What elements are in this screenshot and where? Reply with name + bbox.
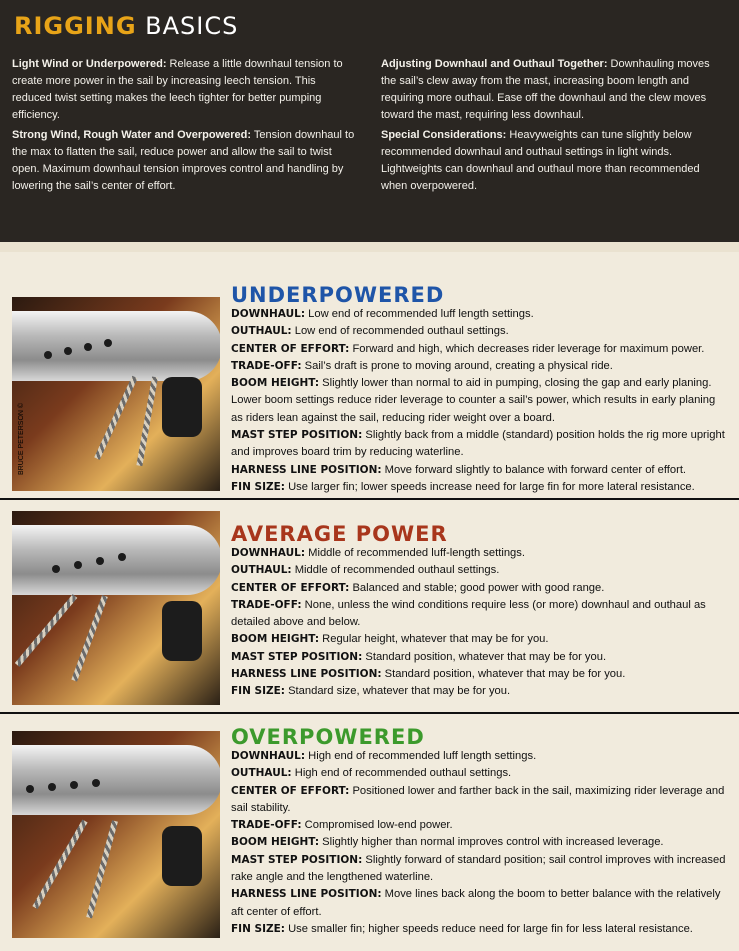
list-item: TRADE-OFF: None, unless the wind conditions require less (or more) downhaul and outhaul as detailed above and below.: [231, 598, 706, 629]
header-panel: [0, 0, 739, 242]
list-item: BOOM HEIGHT: Regular height, whatever that may be for you.: [231, 633, 549, 646]
list-item: OUTHAUL: High end of recommended outhaul settings.: [231, 767, 512, 780]
list-item: CENTER OF EFFORT: Positioned lower and farther back in the sail, maximizing rider leverage and sail stability.: [231, 784, 725, 814]
list-item: MAST STEP POSITION: Standard position, whatever that may be for you.: [231, 650, 607, 663]
boom-photo: [12, 731, 220, 938]
list-item: OUTHAUL: Middle of recommended outhaul settings.: [231, 564, 500, 577]
list-item: TRADE-OFF: Sail’s draft is prone to moving around, creating a physical ride.: [231, 359, 613, 372]
photo-credit: BRUCE PETERSON ©: [18, 402, 25, 475]
section-divider: [0, 712, 739, 714]
list-item: FIN SIZE: Use larger fin; lower speeds increase need for large fin for more lateral resistance.: [231, 480, 695, 493]
list-item: MAST STEP POSITION: Slightly back from a middle (standard) position holds the rig more upright and improves board trim by reducing waterline.: [231, 429, 725, 459]
boom-tube: [12, 525, 220, 595]
list-item: HARNESS LINE POSITION: Move lines back along the boom to better balance with the relatively aft center of effort.: [231, 888, 721, 918]
section-divider: [0, 498, 739, 500]
list-item: BOOM HEIGHT: Slightly higher than normal improves control with increased leverage.: [231, 836, 664, 849]
list-item: DOWNHAUL: High end of recommended luff length settings.: [231, 750, 537, 762]
intro-paragraph: Special Considerations: Heavyweights can tune slightly below recommended downhaul and outhaul settings in light winds. Lightweights can downhaul and outhaul more than recommended when overpowered.: [381, 129, 700, 192]
list-item: BOOM HEIGHT: Slightly lower than normal to aid in pumping, closing the gap and early planing. Lower boom settings reduce rider leverage to counter a sail’s power, which results in early planing as riders lean against the sail, reducing rider weight over a board.: [231, 377, 716, 424]
boom-photo: [12, 297, 220, 491]
boom-photo: [12, 511, 220, 705]
list-item: DOWNHAUL: Low end of recommended luff length settings.: [231, 308, 534, 320]
list-item: FIN SIZE: Standard size, whatever that may be for you.: [231, 685, 511, 698]
section-heading: OVERPOWERED: [231, 725, 425, 749]
divider-band: [0, 242, 739, 252]
list-item: HARNESS LINE POSITION: Standard position, whatever that may be for you.: [231, 668, 626, 681]
boom-tube: [12, 311, 220, 381]
page-title: RIGGING BASICS: [14, 12, 239, 40]
intro-paragraph: Adjusting Downhaul and Outhaul Together: Downhauling moves the sail’s clew away from the mast, increasing boom length and requiring more outhaul. Ease off the downhaul and the clew moves toward the mast, requiring less downhaul.: [381, 58, 710, 121]
list-item: CENTER OF EFFORT: Forward and high, which decreases rider leverage for maximum power.: [231, 342, 705, 355]
list-item: TRADE-OFF: Compromised low-end power.: [231, 819, 453, 832]
section-body: [231, 545, 726, 701]
section-body: [231, 306, 726, 496]
list-item: OUTHAUL: Low end of recommended outhaul settings.: [231, 325, 509, 338]
intro-paragraph: Strong Wind, Rough Water and Overpowered: Tension downhaul to the max to flatten the sail, reduce power and allow the sail to twist open. Maximum downhaul tension improves control and handling by lowering the sail’s center of effort.: [12, 129, 355, 192]
list-item: DOWNHAUL: Middle of recommended luff-length settings.: [231, 547, 525, 559]
list-item: HARNESS LINE POSITION: Move forward slightly to balance with forward center of effort.: [231, 463, 687, 476]
boom-tube: [12, 745, 220, 815]
list-item: MAST STEP POSITION: Slightly forward of standard position; sail control improves with increased rake angle and the lengthened waterline.: [231, 853, 726, 884]
list-item: FIN SIZE: Use smaller fin; higher speeds reduce need for large fin for less lateral resistance.: [231, 922, 693, 935]
section-heading: AVERAGE POWER: [231, 522, 448, 546]
intro-paragraph: Light Wind or Underpowered: Release a little downhaul tension to create more power in the sail by increasing leech tension. This reduced twist setting makes the leech tighter for better pumping efficiency.: [12, 58, 343, 121]
list-item: CENTER OF EFFORT: Balanced and stable; good power with good range.: [231, 581, 605, 594]
section-body: [231, 748, 726, 938]
section-heading: UNDERPOWERED: [231, 283, 445, 307]
